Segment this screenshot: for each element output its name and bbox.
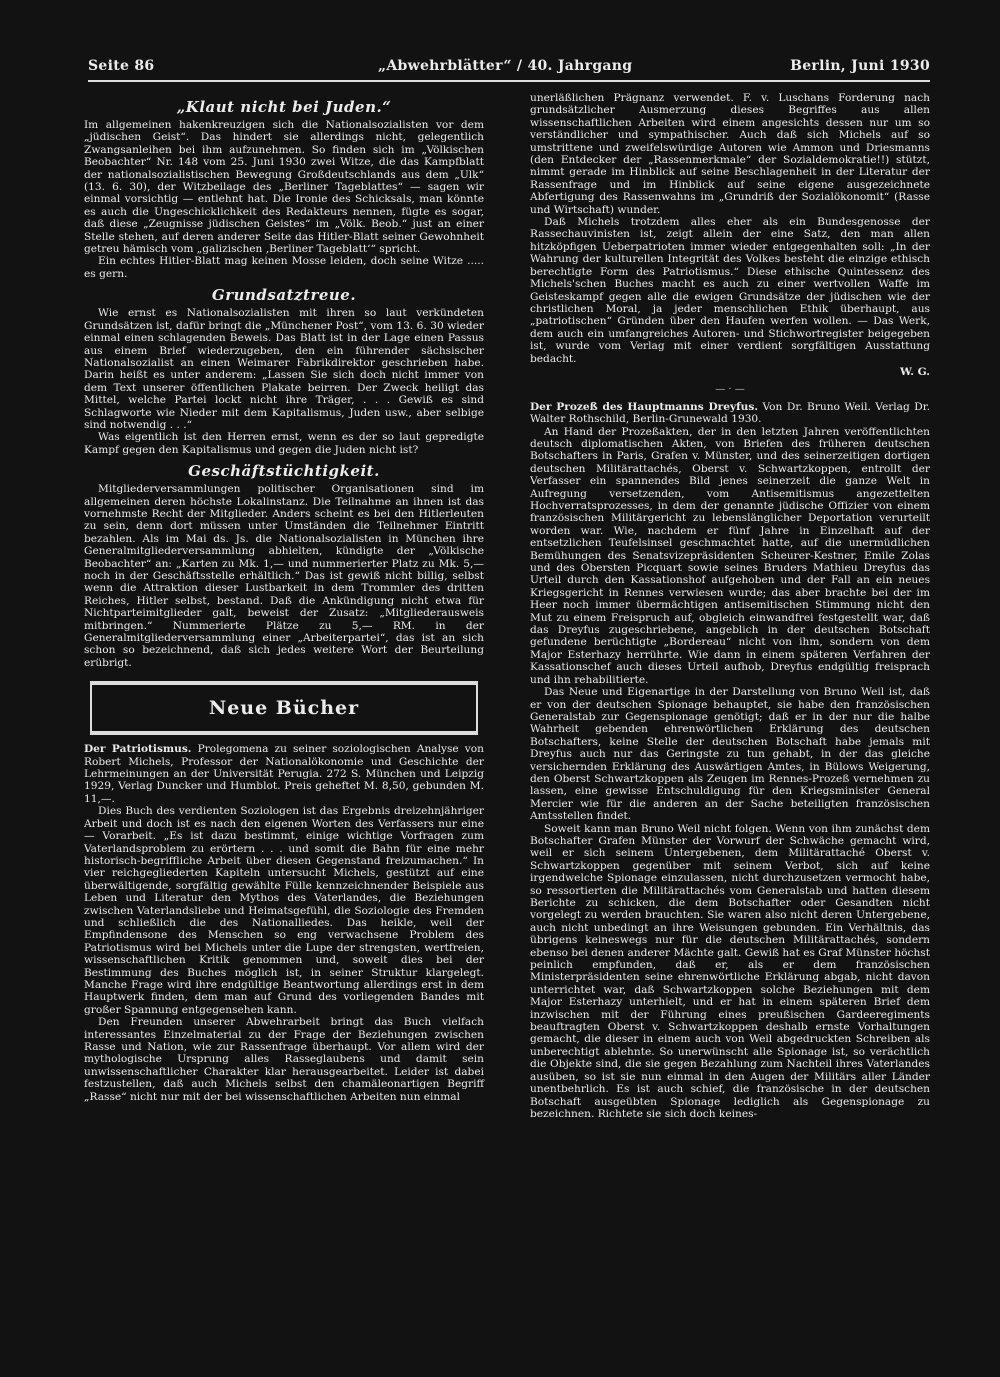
book-bibliography: Prolegomena zu seiner soziologischen Analyse von Robert Michels, Professor der Nationalökonomie und Geschichte der Lehrmeinungen an der Universität Perugia. 272 S. München und Leipzig 1929, Verlag Duncker und Humblot. Preis geheftet M. 8,50, gebunden M. 11,—. — [84, 743, 484, 805]
paragraph: Den Freunden unserer Abwehrarbeit bringt das Buch vielfach interessantes Einzelmaterial zu der Frage der Beziehungen zwischen Rasse und Nation, wie zur Rassenfrage überhaupt. Vor allem wird der mythologische Ursprung alles Rasseglaubens und damit sein unwissenschaftlicher Charakter klar herausgearbeitet. Leider ist dabei festzustellen, daß auch Michels selbst den chamäleonartigen Begriff „Rasse“ nicht nur mit der bei wissenschaftlichen Arbeiten nun einmal — [84, 1016, 484, 1103]
paragraph: Im allgemeinen hakenkreuzigen sich die Nationalsozialisten vor dem „jüdischen Geist“. Das hindert sie allerdings nicht, gelegentlich Zwangsanleihen bei ihm aufzunehmen. So finden sich im „Völkischen Beobachter“ Nr. 148 vom 25. Juni 1930 zwei Witze, die das Kampfblatt der nationalsozialistischen Bewegung Großdeutschlands aus dem „Ulk“ (13. 6. 30), der Witzbeilage des „Berliner Tageblattes“ — sagen wir einmal vorsichtig — entlehnt hat. Die Ironie des Schicksals, man könnte es auch die Ungeschicklichkeit des Redakteurs nennen, fügte es sogar, daß diese „Zeugnisse jüdischen Geistes“ im „Völk. Beob.“ just an einer Stelle stehen, auf deren anderer Seite das Hitler-Blatt seiner Gewohnheit getreu hämisch vom „galizischen ‚Berliner Tageblatt‘“ spricht. — [84, 119, 484, 256]
paragraph: An Hand der Prozeßakten, der in den letzten Jahren veröffentlichten deutsch diplomatischen Akten, von Briefen des früheren deutschen Botschafters in Paris, Grafen v. Münster, und des seinerzeitigen dortigen deutschen Militärattachés, Oberst v. Schwartzkoppen, entrollt der Verfasser ein spannendes Bild jenes seinerzeit die ganze Welt in Aufregung versetzenden, vom Antisemitismus angezettelten Hochverratsprozesses, in dem der genannte jüdische Offizier von einem französischen Militärgericht zu lebenslänglicher Deportation verurteilt worden war. Wie, nachdem er fünf Jahre in Einzelhaft auf der entsetzlichen Teufelsinsel geschmachtet hatte, auf die unermüdlichen Bemühungen des Senatsvizepräsidenten Scheurer-Kestner, Emile Zolas und des Obersten Picquart sowie seines Bruders Mathieu Dreyfus das Urteil durch den Kassationshof aufgehoben und der Fall an ein neues Kriegsgericht in Rennes verwiesen wurde; das aber brachte bei der im Heer noch immer übermächtigen antisemitischen Stimmung nicht den Mut zu einem Freispruch auf, obgleich einwandfrei festgestellt war, daß das Dreyfus zugeschriebene, angeblich in der deutschen Botschaft gefundene berüchtigte „Bordereau“ nicht von ihm, sondern von dem Major Esterhazy herrührte. Wie dann in einem späteren Verfahren der Kassationschef auch dieses Urteil aufhob, Dreyfus endgültig freisprach und ihn rehabilitierte. — [530, 425, 930, 686]
banner-title: Neue Bücher — [208, 697, 360, 720]
book-title: Der Patriotismus. — [84, 743, 192, 756]
paragraph: Das Neue und Eigenartige in der Darstellung von Bruno Weil ist, daß er von der deutschen Spionage behauptet, sie habe den französischen Generalstab zur Gegenspionage genötigt; daß er in der nur die halbe Wahrheit gebenden ehrenwörtlichen Erklärung des deutschen Botschafters, keine Stelle der deutschen Botschaft habe jemals mit Dreyfus auch nur das Geringste zu tun gehabt, in der das gleiche versichernden Erklärung des Auswärtigen Amtes, in Bülows Weigerung, den Oberst Schwartzkoppen als Zeugen im Rennes-Prozeß vernehmen zu lassen, eine gewisse Entschuldigung für den Kriegsminister General Mercier wie für die anderen an der Sache beteiligten französischen Amtsstellen findet. — [530, 686, 930, 823]
paragraph: Wie ernst es Nationalsozialisten mit ihren so laut verkündeten Grundsätzen ist, dafür bringt die „Münchener Post“, vom 13. 6. 30 wieder einmal einen schlagenden Beweis. Das Blatt ist in der Lage einen Passus aus einem Brief wiederzugeben, den ein führender sächsischer Nationalsozialist an einen Weimarer Fabrikdirektor geschrieben habe. Darin heißt es unter anderem: „Lassen Sie sich doch nicht immer von dem Text unserer öffentlichen Plakate beirren. Der Zweck heiligt das Mittel, welche Partei lockt nicht ihre Träger, . . . Gewiß es sind Schlagworte wie Nieder mit dem Kapitalismus, Juden usw., aber selbige sind notwendig . . .“ — [84, 307, 484, 431]
book-title: Der Prozeß des Hauptmanns Dreyfus. — [530, 400, 759, 413]
right-column — [530, 92, 930, 1120]
section-title-klaut: „Klaut nicht bei Juden.“ — [176, 98, 392, 116]
paragraph: Daß Michels trotzdem alles eher als ein Bundesgenosse der Rassechauvinisten ist, zeigt allein der eine Satz, den man allen hitzköpfigen Ueberpatrioten immer wieder entgegenhalten soll: „In der Wahrung der kulturellen Integrität des Volkes besteht die einzige ethisch berechtigte Form des Patriotismus.“ Diese ethische Quintessenz des Michels'schen Buches macht es auch zu einer wertvollen Waffe im Geisteskampf gegen alle die ewigen Grundsätze der jüdischen wie der christlichen Moral, ja jeder menschlichen Ethik überhaupt, aus „patriotischen“ Gründen über den Haufen werfen wollen. — Das Werk, dem auch ein umfangreiches Autoren- und Stichwortregister beigegeben ist, wurde vom Verlag mit einer verdient sorgfältigen Ausstattung bedacht. — [530, 216, 930, 365]
page-number: Seite 86 — [88, 58, 155, 74]
book-entry — [84, 743, 484, 805]
neue-buecher-banner — [90, 681, 478, 735]
section-title-geschaeftstuechtigkeit: Geschäftstüchtigkeit. — [188, 462, 380, 481]
left-column — [84, 92, 484, 1103]
book-bibliography: Von Dr. Bruno Weil. Verlag Dr. Walter Rothschild, Berlin-Grunewald 1930. — [530, 400, 930, 426]
paragraph: Was eigentlich ist den Herren ernst, wenn es der so laut gepredigte Kampf gegen den Kapitalismus und gegen die Juden nicht ist? — [84, 431, 484, 456]
paragraph: Soweit kann man Bruno Weil nicht folgen. Wenn von ihm zunächst dem Botschafter Grafen Münster der Vorwurf der Schwäche gemacht wird, weil er sich seinem Untergebenen, dem Militärattaché Oberst v. Schwartzkoppen gegenüber mit seinem Verbot, sich auf keine irgendwelche Spionage einzulassen, nicht durchzusetzen vermocht habe, so ressortierten die Militärattachés vom Generalstab und hatten diesem Berichte zu schicken, die dem Botschafter oder Gesandten nicht vorgelegt zu werden brauchten. Sie waren also nicht deren Untergebene, auch nicht unbedingt an ihre Weisungen gebunden. Ein Verhältnis, das übrigens keineswegs nur für die deutschen Militärattachés, sondern ebenso bei denen anderer Mächte galt. Gewiß hat es Graf Münster höchst peinlich empfunden, daß er, als er dem französischen Ministerpräsidenten seine ehrenwörtliche Erklärung abgab, nicht davon unterrichtet war, daß Schwartzkoppen solche Beziehungen mit dem Major Esterhazy unterhielt, und er hat in einem späteren Brief dem inzwischen mit der Führung eines preußischen Gardeeregiments beauftragten Oberst v. Schwartzkoppen deshalb ernste Vorhaltungen gemacht, die dieser in einem auch von Weil abgedruckten Schreiben als unberechtigt ablehnte. So unerwünscht alle Spionage ist, so verächtlich die Objekte sind, die sie gegen Bezahlung zum Nachteil ihres Vaterlandes ausüben, so ist sie nun einmal in den Augen der Militärs aller Länder unentbehrlich. Es ist auch schief, die französische in der deutschen Botschaft ausgeübten Spionage lediglich als Gegenspionage zu bezeichnen. Richtete sie sich doch keines- — [530, 822, 930, 1120]
paragraph: Mitgliederversammlungen politischer Organisationen sind im allgemeinen deren höchste Lokalinstanz. Die Teilnahme an ihnen ist das vornehmste Recht der Mitglieder. Anders scheint es bei den Hitlerleuten zu sein, denn dort müssen unter Umständen die Teilnehmer Eintritt bezahlen. Als im Mai ds. Js. die Nationalsozialisten in München ihre Generalmitgliederversammlung abhielten, kündigte der „Völkische Beobachter“ an: „Karten zu Mk. 1,— und nummerierter Platz zu Mk. 5,— noch in der Geschäftsstelle erhältlich.“ Das ist gewiß nicht billig, selbst wenn die Attraktion dieser Lustbarkeit in dem Trommler des dritten Reiches, Hitler selbst, bestand. Daß die Ankündigung nicht etwa für Nichtparteimitglieder galt, beweist der Zusatz: „Mitgliederausweis mitbringen.“ Nummerierte Plätze zu 5,— RM. in der Generalmitgliederversammlung einer „Arbeiterpartei“, das ist an sich schon so bezeichnend, daß sich jedes weitere Wort der Beurteilung erübrigt. — [84, 483, 484, 669]
page-header — [88, 58, 930, 80]
place-date: Berlin, Juni 1930 — [790, 58, 930, 74]
section-title-grundsatztreue: Grundsatztreue. — [211, 286, 357, 305]
paragraph: unerläßlichen Prägnanz verwendet. F. v. Luschans Forderung nach grundsätzlicher Ausmerzung dieses Begriffes aus allen wissenschaftlichen Arbeiten wird einem angesichts dessen nur um so verständlicher und sympathischer. Auch daß sich Michels auf so umstrittene und zweifelswürdige Autoren wie Ammon und Driesmanns (den Entdecker der „Rassenmerkmale“ der Sozialdemokratie!!) stützt, nimmt gerade im Hinblick auf seine Beschlagenheit in der Literatur der Rassenfrage und im Hinblick auf seine eigene ausgezeichnete Abfertigung des Rassenwahns im „Grundriß der Sozialökonomit“ (Rasse und Wirtschaft) wunder. — [530, 92, 930, 216]
review-signature: W. G. — [900, 365, 930, 378]
paragraph: Ein echtes Hitler-Blatt mag keinen Mosse leiden, doch seine Witze ..... es gern. — [84, 255, 484, 280]
header-rule — [88, 80, 930, 82]
journal-title: „Abwehrblätter“ / 40. Jahrgang — [378, 58, 633, 74]
book-entry — [530, 401, 930, 426]
paragraph: Dies Buch des verdienten Soziologen ist das Ergebnis dreizehnjähriger Arbeit und doch ist es nach den eigenen Worten des Verfassers nur eine — Vorarbeit. „Es ist dazu bestimmt, einige wichtige Vorfragen zum Vaterlandsproblem zu erörtern . . . und somit die Bahn für eine mehr historisch-begriffliche Arbeit über diesen Gegenstand freizumachen.“ In vier reichgegliederten Kapiteln untersucht Michels, gestützt auf eine überwältigende, sorgfältig gewählte Fülle kennzeichnender Beispiele aus Leben und Literatur den Mythos des Vaterlandes, die Beziehungen zwischen Vaterlandsliebe und Heimatsgefühl, die Soziologie des Fremden und schließlich die des Nationalliedes. Das heikle, weil der Empfindensone des Menschen so eng verwachsene Problem des Patriotismus wird bei Michels unter die Lupe der strengsten, wertfreien, wissenschaftlichen Kritik genommen und, soweit dies bei der Bestimmung des Buches möglich ist, in seiner Struktur klargelegt. Manche Frage wird ihre endgültige Beantwortung allerdings erst in dem Hauptwerk finden, dem man auf Grund des vorliegenden Bandes mit großer Spannung entgegensehen kann. — [84, 805, 484, 1016]
section-divider: — · — — [715, 384, 745, 396]
